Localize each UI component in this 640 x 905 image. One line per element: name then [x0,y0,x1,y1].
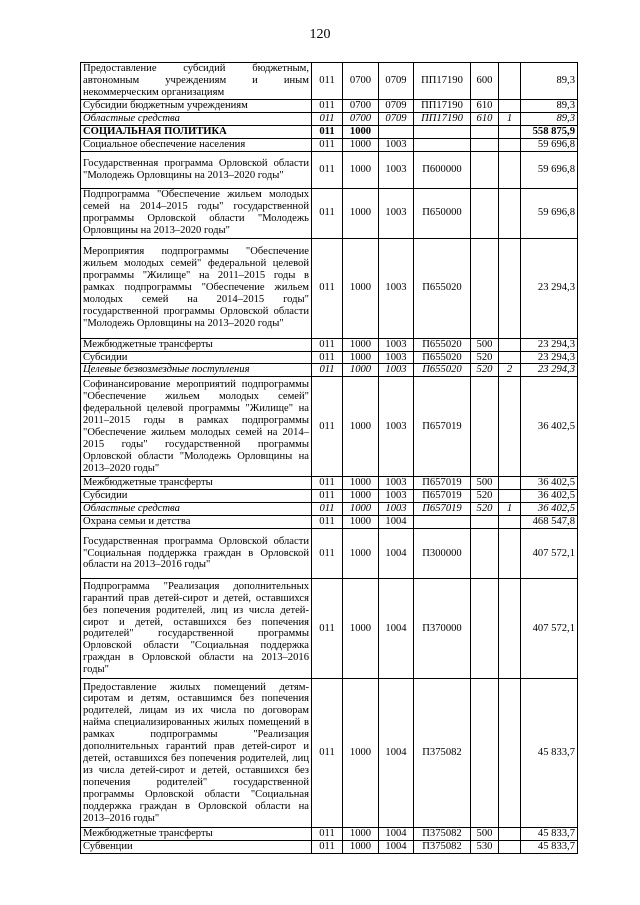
section-code-cell: 1000 [343,238,379,338]
table-row [81,377,578,477]
expense-type-cell [471,377,499,477]
ministry-code-cell: 011 [312,63,343,100]
amount-cell: 558 875,9 [521,125,578,138]
ministry-code-cell: 011 [312,151,343,188]
ministry-code-cell: 011 [312,578,343,678]
target-article-cell: П657019 [414,503,471,516]
funding-source-cell [499,151,521,188]
target-article-cell: П655020 [414,351,471,364]
amount-cell: 59 696,8 [521,151,578,188]
ministry-code-cell: 011 [312,125,343,138]
funding-source-cell [499,125,521,138]
ministry-code-cell: 011 [312,351,343,364]
expense-type-cell: 500 [471,338,499,351]
expense-type-cell: 500 [471,827,499,840]
section-code-cell: 1000 [343,364,379,377]
funding-source-cell: 1 [499,503,521,516]
section-code-cell: 1000 [343,188,379,238]
amount-cell: 59 696,8 [521,138,578,151]
subsection-code-cell: 0709 [379,112,414,125]
funding-source-cell [499,477,521,490]
ministry-code-cell: 011 [312,678,343,827]
section-code-cell: 0700 [343,112,379,125]
subsection-code-cell: 1003 [379,138,414,151]
subsection-code-cell: 1003 [379,364,414,377]
section-code-cell: 1000 [343,351,379,364]
row-name-cell: Областные средства [81,503,312,516]
expense-type-cell [471,188,499,238]
ministry-code-cell: 011 [312,490,343,503]
section-code-cell: 1000 [343,516,379,529]
table-row [81,238,578,338]
section-code-cell: 1000 [343,840,379,853]
table-row [81,125,578,138]
subsection-code-cell: 0709 [379,100,414,113]
section-code-cell: 1000 [343,490,379,503]
ministry-code-cell: 011 [312,477,343,490]
subsection-code-cell: 1003 [379,188,414,238]
funding-source-cell [499,351,521,364]
amount-cell: 45 833,7 [521,840,578,853]
target-article-cell [414,516,471,529]
funding-source-cell [499,516,521,529]
expense-type-cell [471,678,499,827]
funding-source-cell [499,63,521,100]
section-code-cell: 0700 [343,100,379,113]
subsection-code-cell [379,125,414,138]
table-row [81,477,578,490]
subsection-code-cell: 1003 [379,151,414,188]
target-article-cell: ПП17190 [414,100,471,113]
row-name-cell: Предоставление жилых помещений детям-сиротам и детям, оставшимся без попечения родителей, лицам из их числа по договорам найма специализированных жилых помещений в рамках подпрограммы "Реализация дополнительных гарантий прав детей-сирот и детей, оставшихся без попечения родителей, лиц из числа детей-сирот и детей, оставшихся без попечения родителей" государственной программы Орловской области "Социальная поддержка граждан в Орловской области на 2013–2016 годы" [81,678,312,827]
table-row [81,151,578,188]
row-name-cell: Предоставление субсидий бюджетным, автономным учреждениям и иным некоммерческим организациям [81,63,312,100]
target-article-cell: П655020 [414,238,471,338]
funding-source-cell [499,100,521,113]
funding-source-cell: 1 [499,112,521,125]
subsection-code-cell: 1004 [379,827,414,840]
amount-cell: 23 294,3 [521,238,578,338]
subsection-code-cell: 1003 [379,377,414,477]
expense-type-cell [471,578,499,678]
ministry-code-cell: 011 [312,100,343,113]
amount-cell: 45 833,7 [521,827,578,840]
subsection-code-cell: 1004 [379,578,414,678]
ministry-code-cell: 011 [312,138,343,151]
expense-type-cell [471,125,499,138]
funding-source-cell [499,840,521,853]
row-name-cell: Субсидии бюджетным учреждениям [81,100,312,113]
subsection-code-cell: 1003 [379,503,414,516]
section-code-cell: 1000 [343,578,379,678]
subsection-code-cell: 1003 [379,477,414,490]
target-article-cell: П655020 [414,364,471,377]
subsection-code-cell: 1003 [379,238,414,338]
funding-source-cell [499,578,521,678]
funding-source-cell [499,528,521,578]
target-article-cell: ПП17190 [414,63,471,100]
expense-type-cell: 520 [471,351,499,364]
table-row [81,827,578,840]
table-row [81,516,578,529]
section-code-cell: 1000 [343,678,379,827]
table-body [81,63,578,854]
table-row [81,351,578,364]
expense-type-cell [471,238,499,338]
expense-type-cell: 530 [471,840,499,853]
ministry-code-cell: 011 [312,112,343,125]
amount-cell: 407 572,1 [521,578,578,678]
ministry-code-cell: 011 [312,516,343,529]
row-name-cell: Охрана семьи и детства [81,516,312,529]
amount-cell: 23 294,3 [521,364,578,377]
ministry-code-cell: 011 [312,528,343,578]
target-article-cell: П375082 [414,840,471,853]
amount-cell: 23 294,3 [521,351,578,364]
expense-type-cell: 600 [471,63,499,100]
section-code-cell: 0700 [343,63,379,100]
budget-table [80,62,578,854]
row-name-cell: Областные средства [81,112,312,125]
row-name-cell: Субсидии [81,351,312,364]
ministry-code-cell: 011 [312,503,343,516]
subsection-code-cell: 1004 [379,516,414,529]
row-name-cell: Подпрограмма "Реализация дополнительных гарантий прав детей-сирот и детей, оставшихся без попечения родителей, лиц из числа детей-сирот и детей, оставшихся без попечения родителей" государственной программы Орловской области "Социальная поддержка граждан в Орловской области на 2013–2016 годы" [81,578,312,678]
ministry-code-cell: 011 [312,188,343,238]
row-name-cell: Государственная программа Орловской области "Социальная поддержка граждан в Орловской области на 2013–2016 годы" [81,528,312,578]
amount-cell: 36 402,5 [521,490,578,503]
table-row [81,338,578,351]
expense-type-cell [471,138,499,151]
expense-type-cell: 500 [471,477,499,490]
amount-cell: 59 696,8 [521,188,578,238]
table-row [81,188,578,238]
subsection-code-cell: 1003 [379,351,414,364]
amount-cell: 89,3 [521,100,578,113]
row-name-cell: Социальное обеспечение населения [81,138,312,151]
row-name-cell: Межбюджетные трансферты [81,338,312,351]
row-name-cell: Софинансирование мероприятий подпрограммы "Обеспечение жильем молодых семей" федеральной целевой программы "Жилище" на 2011–2015 годы в рамках подпрограммы "Обеспечение жильем молодых семей на 2014–2015 годы" государственной программы Орловской области "Молодежь Орловщины на 2013–2020 годы" [81,377,312,477]
ministry-code-cell: 011 [312,377,343,477]
subsection-code-cell: 1003 [379,490,414,503]
target-article-cell: П650000 [414,188,471,238]
table-row [81,112,578,125]
funding-source-cell [499,678,521,827]
section-code-cell: 1000 [343,377,379,477]
ministry-code-cell: 011 [312,364,343,377]
section-code-cell: 1000 [343,503,379,516]
ministry-code-cell: 011 [312,840,343,853]
section-code-cell: 1000 [343,528,379,578]
funding-source-cell [499,238,521,338]
section-code-cell: 1000 [343,125,379,138]
target-article-cell [414,125,471,138]
table-row [81,63,578,100]
subsection-code-cell: 1004 [379,678,414,827]
section-code-cell: 1000 [343,477,379,490]
row-name-cell: СОЦИАЛЬНАЯ ПОЛИТИКА [81,125,312,138]
expense-type-cell [471,151,499,188]
subsection-code-cell: 1003 [379,338,414,351]
subsection-code-cell: 0709 [379,63,414,100]
row-name-cell: Государственная программа Орловской области "Молодежь Орловщины на 2013–2020 годы" [81,151,312,188]
expense-type-cell: 610 [471,100,499,113]
funding-source-cell [499,827,521,840]
section-code-cell: 1000 [343,151,379,188]
section-code-cell: 1000 [343,338,379,351]
expense-type-cell: 520 [471,490,499,503]
table-row [81,503,578,516]
funding-source-cell [499,138,521,151]
target-article-cell: П600000 [414,151,471,188]
amount-cell: 36 402,5 [521,477,578,490]
ministry-code-cell: 011 [312,238,343,338]
subsection-code-cell: 1004 [379,840,414,853]
row-name-cell: Межбюджетные трансферты [81,827,312,840]
target-article-cell [414,138,471,151]
row-name-cell: Подпрограмма "Обеспечение жильем молодых семей на 2014–2015 годы" государственной программы Орловской области "Молодежь Орловщины на 2013–2020 годы" [81,188,312,238]
funding-source-cell [499,377,521,477]
target-article-cell: П370000 [414,578,471,678]
amount-cell: 89,3 [521,112,578,125]
target-article-cell: П300000 [414,528,471,578]
ministry-code-cell: 011 [312,827,343,840]
target-article-cell: П375082 [414,827,471,840]
expense-type-cell: 520 [471,364,499,377]
subsection-code-cell: 1004 [379,528,414,578]
funding-source-cell [499,490,521,503]
funding-source-cell: 2 [499,364,521,377]
target-article-cell: П657019 [414,377,471,477]
target-article-cell: ПП17190 [414,112,471,125]
row-name-cell: Межбюджетные трансферты [81,477,312,490]
funding-source-cell [499,188,521,238]
row-name-cell: Субвенции [81,840,312,853]
expense-type-cell [471,528,499,578]
section-code-cell: 1000 [343,138,379,151]
expense-type-cell [471,516,499,529]
amount-cell: 407 572,1 [521,528,578,578]
target-article-cell: П375082 [414,678,471,827]
expense-type-cell: 610 [471,112,499,125]
section-code-cell: 1000 [343,827,379,840]
row-name-cell: Целевые безвозмездные поступления [81,364,312,377]
row-name-cell: Мероприятия подпрограммы "Обеспечение жильем молодых семей" федеральной целевой программы "Жилище" на 2011–2015 годы в рамках подпрограммы "Обеспечение жильем молодых семей на 2014–2015 годы" государственной программы Орловской области "Молодежь Орловщины на 2013–2020 годы" [81,238,312,338]
target-article-cell: П657019 [414,477,471,490]
row-name-cell: Субсидии [81,490,312,503]
target-article-cell: П655020 [414,338,471,351]
amount-cell: 36 402,5 [521,503,578,516]
expense-type-cell: 520 [471,503,499,516]
ministry-code-cell: 011 [312,338,343,351]
amount-cell: 468 547,8 [521,516,578,529]
amount-cell: 89,3 [521,63,578,100]
amount-cell: 23 294,3 [521,338,578,351]
table-row [81,578,578,678]
table-row [81,678,578,827]
table-row [81,364,578,377]
table-row [81,490,578,503]
table-row [81,528,578,578]
table-row [81,100,578,113]
amount-cell: 45 833,7 [521,678,578,827]
target-article-cell: П657019 [414,490,471,503]
page-number: 120 [309,27,331,42]
amount-cell: 36 402,5 [521,377,578,477]
table-row [81,138,578,151]
funding-source-cell [499,338,521,351]
table-row [81,840,578,853]
